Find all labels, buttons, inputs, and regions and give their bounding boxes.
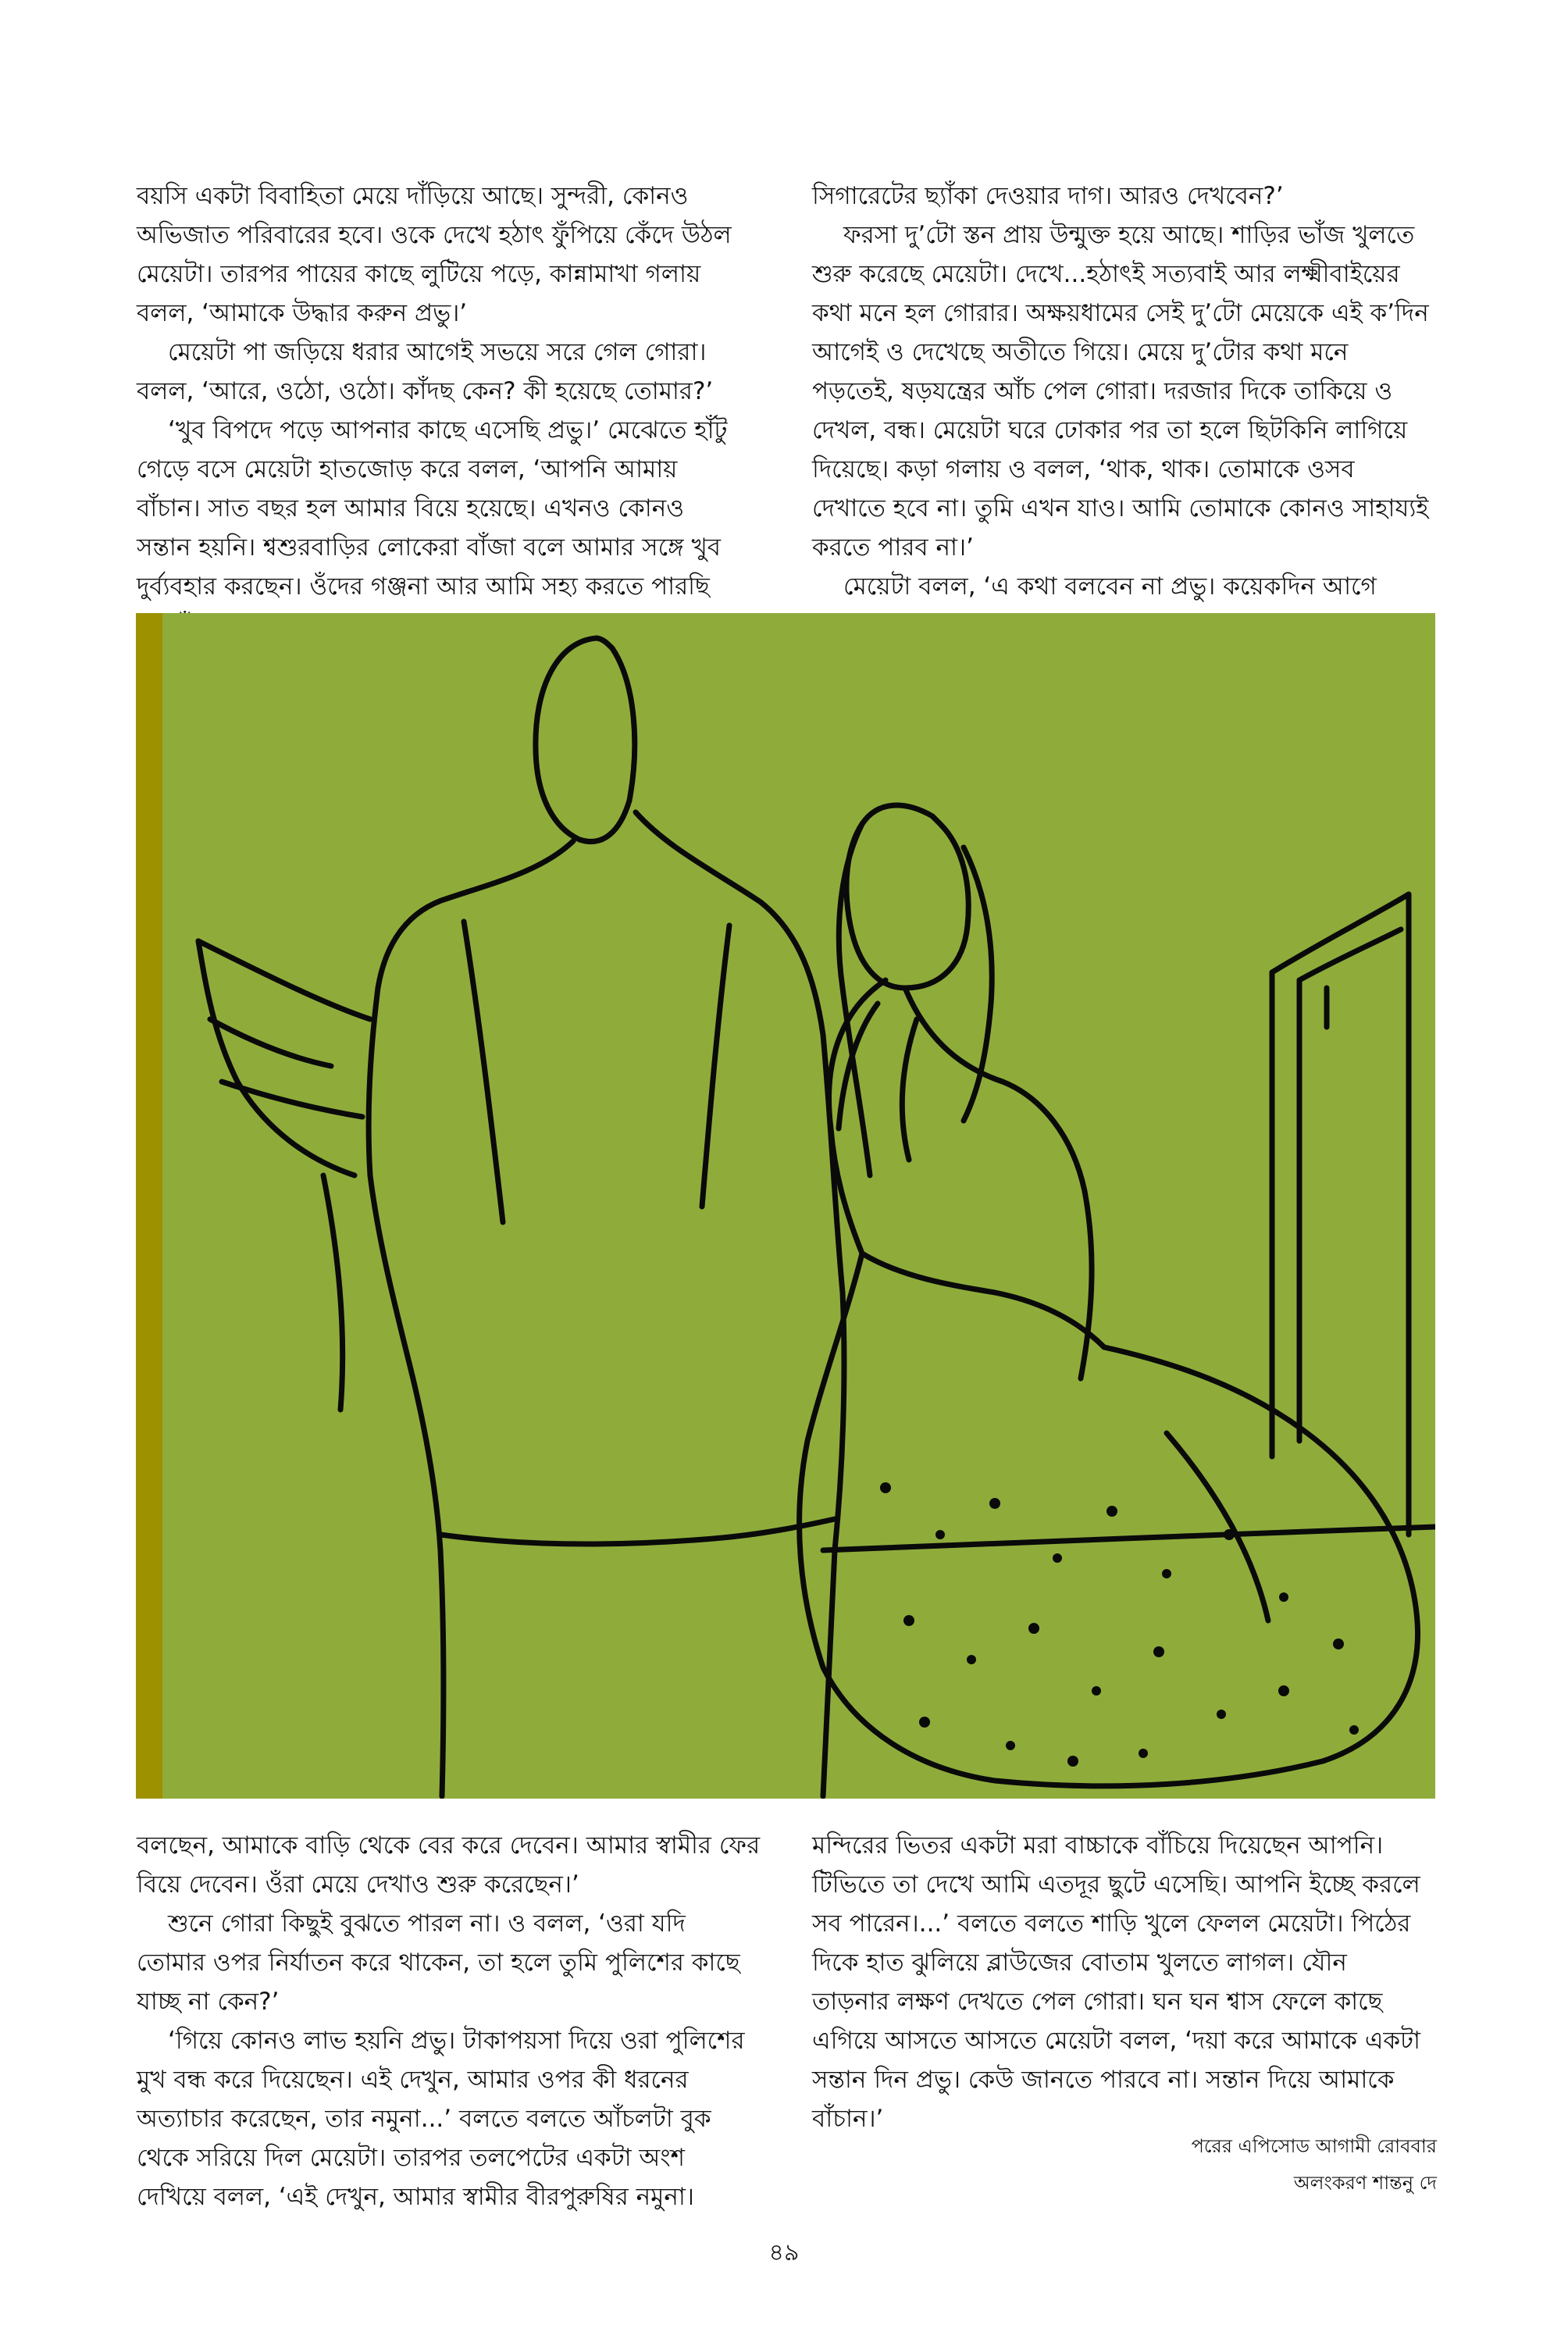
paragraph: মন্দিরের ভিতর একটা মরা বাচ্চাকে বাঁচিয়ে দিয়েছেন আপনি। টিভিতে তা দেখে আমি এতদূর ছুটে এসেছি। আপনি ইচ্ছে করলে সব পারেন।...’ বলতে বলতে শাড়ি খুলে ফেলল মেয়েটা। পিঠের দিকে হাত ঝুলিয়ে ব্লাউজের বোতাম খুলতে লাগল। যৌন তাড়নার লক্ষণ দেখতে পেল গোরা। ঘন ঘন শ্বাস ফেলে কাছে এগিয়ে আসতে আসতে মেয়েটা বলল, ‘দয়া করে আমাকে একটা সন্তান দিন প্রভু। কেউ জানতে পারবে না। সন্তান দিয়ে আমাকে বাঁচান।’ [812,1831,1420,2133]
paragraph: বলছেন, আমাকে বাড়ি থেকে বের করে দেবেন। আমার স্বামীর ফের বিয়ে দেবেন। ওঁরা মেয়ে দেখাও শুরু করেছেন।’ [137,1831,761,1899]
paragraph: মেয়েটা পা জড়িয়ে ধরার আগেই সভয়ে সরে গেল গোরা। বলল, ‘আরে, ওঠো, ওঠো। কাঁদছ কেন? কী হয়েছে তোমার?’ [137,338,714,405]
paragraph: ‘গিয়ে কোনও লাভ হয়নি প্রভু। টাকাপয়সা দিয়ে ওরা পুলিশের মুখ বন্ধ করে দিয়েছেন। এই দেখুন, আমার ওপর কী ধরনের অত্যাচার করেছেন, তার নমুনা...’ বলতে বলতে আঁচলটা বুক থেকে সরিয়ে দিল মেয়েটা। তারপর তলপেটের একটা অংশ দেখিয়ে বলল, ‘এই দেখুন, আমার স্বামীর বীরপুরুষির নমুনা। [137,2027,745,2211]
text-column-top-right [812,177,1429,606]
paragraph: ‘খুব বিপদে পড়ে আপনার কাছে এসেছি প্রভু।’ মেঝেতে হাঁটু গেড়ে বসে মেয়েটা হাতজোড় করে বলল, ‘আপনি আমায় বাঁচান। সাত বছর হল আমার বিয়ে হয়েছে। এখনও কোনও সন্তান হয়নি। শ্বশুরবাড়ির লোকেরা বাঁজা বলে আমার সঙ্গে খুব দুর্ব্যবহার করছেন। ওঁদের গঞ্জনা আর আমি সহ্য করতে পারছি [137,416,728,601]
next-episode-note: পরের এপিসোড আগামী রোববার [1191,2135,1437,2157]
page-number: ৪৯ [768,2239,800,2266]
paragraph: মেয়েটা বলল, ‘এ কথা বলবেন না প্রভু। কয়েকদিন আগে [843,572,1377,601]
paragraph: সিগারেটের ছ্যাঁকা দেওয়ার দাগ। আরও দেখবেন?’ [812,182,1284,210]
paragraph: বয়সি একটা বিবাহিতা মেয়ে দাঁড়িয়ে আছে। সুন্দরী, কোনও অভিজাত পরিবারের হবে। ওকে দেখে হঠাৎ ফুঁপিয়ে কেঁদে উঠল মেয়েটা। তারপর পায়ের কাছে লুটিয়ে পড়ে, কান্নামাখা গলায় বলল, ‘আমাকে উদ্ধার করুন প্রভু।’ [137,182,732,327]
illustration-credit: অলংকরণ শান্তনু দে [1293,2172,1437,2194]
paragraph: ফরসা দু’টো স্তন প্রায় উন্মুক্ত হয়ে আছে। শাড়ির ভাঁজ খুলতে শুরু করেছে মেয়েটা। দেখে...হঠাৎই সত্যবাই আর লক্ষ্মীবাইয়ের কথা মনে হল গোরার। অক্ষয়ধামের সেই দু’টো মেয়েকে এই ক’দিন আগেই ও দেখেছে অতীতে গিয়ে। মেয়ে দু’টোর কথা মনে পড়তেই, ষড়যন্ত্রের আঁচ পেল গোরা। দরজার দিকে তাকিয়ে ও দেখল, বন্ধ। মেয়েটা ঘরে ঢোকার পর তা হলে ছিটকিনি লাগিয়ে দিয়েছে। কড়া গলায় ও বলল, ‘থাক, থাক। তোমাকে ওসব দেখাতে হবে না। তুমি এখন যাও। আমি তোমাকে কোনও সাহায্যই করতে পারব না।’ [812,221,1429,562]
text-column-bottom-right [812,1826,1429,2138]
illustration-left-strip [136,613,162,1799]
paragraph: শুনে গোরা কিছুই বুঝতে পারল না। ও বলল, ‘ওরা যদি তোমার ওপর নির্যাতন করে থাকেন, তা হলে তুমি পুলিশের কাছে যাচ্ছ না কেন?’ [137,1910,740,2016]
text-column-top-left [137,177,738,645]
story-illustration [136,613,1435,1799]
text-column-bottom-left [137,1826,761,2216]
